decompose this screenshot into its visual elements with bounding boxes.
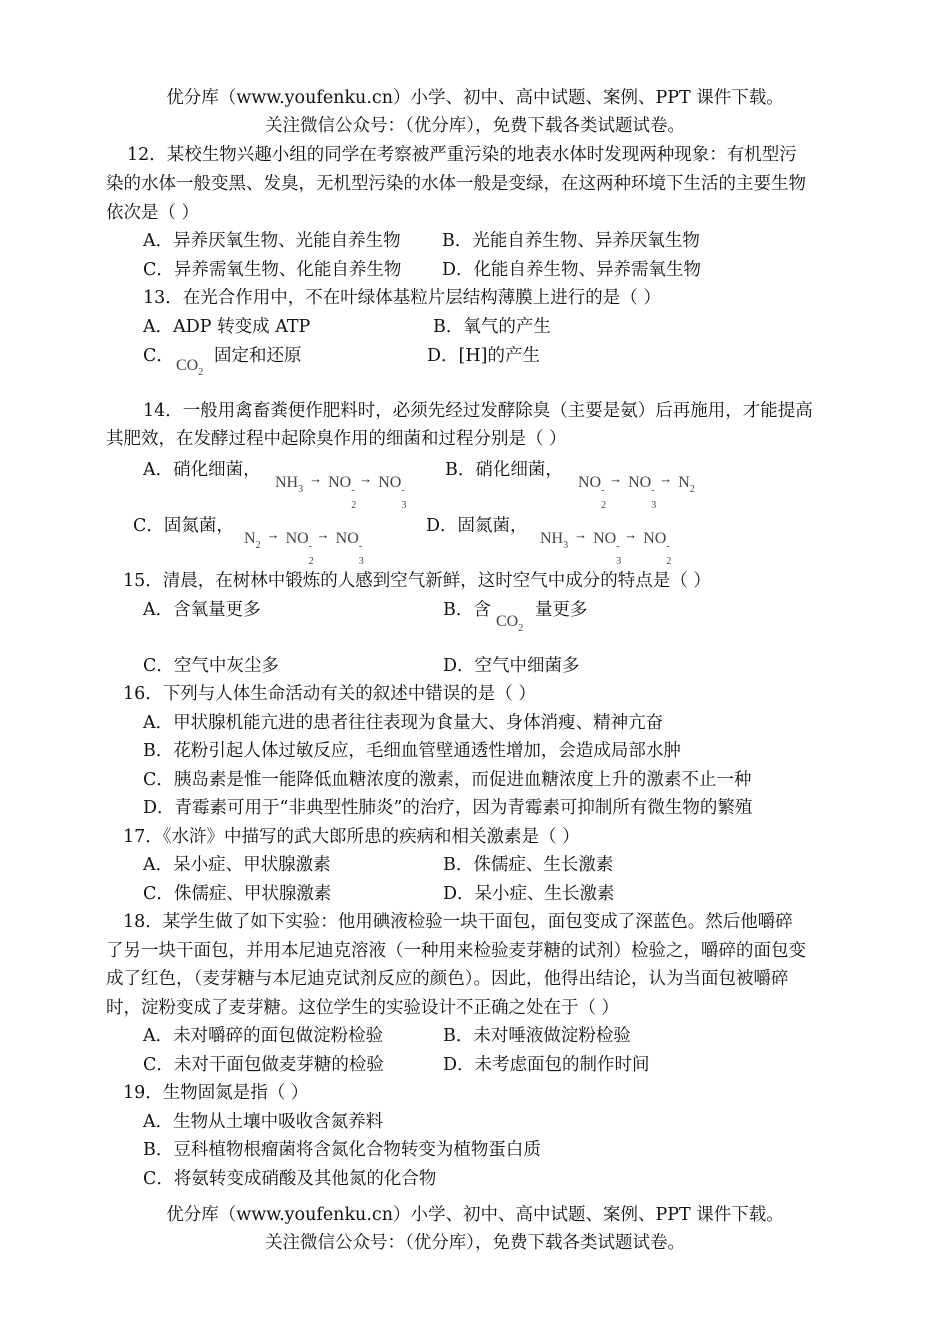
- q13-option-c-text: 固定和还原: [214, 346, 302, 366]
- q13-option-a: A．ADP 转变成 ATP: [143, 317, 311, 337]
- q17-stem: 17．《水浒》中描写的武大郎所患的疾病和相关激素是（ ）: [123, 827, 580, 847]
- footer-line-2: 关注微信公众号：（优分库），免费下载各类试题试卷。: [265, 1233, 685, 1253]
- q18-stem-line-4: 时，淀粉变成了麦芽糖。这位学生的实验设计不正确之处在于（ ）: [106, 998, 620, 1018]
- q18-stem-line-1: 18．某学生做了如下实验：他用碘液检验一块干面包，面包变成了深蓝色。然后他嚼碎: [123, 912, 793, 932]
- q12-option-a: A．异养厌氧生物、光能自养生物: [143, 231, 401, 251]
- q13-formula-co2: $CO_2$: [176, 357, 204, 378]
- header-line-2: 关注微信公众号：（优分库），免费下载各类试题试卷。: [265, 116, 685, 136]
- q15-option-b-prefix: B．含: [443, 600, 491, 620]
- q15-option-c: C．空气中灰尘多: [143, 656, 279, 676]
- q12-stem-line-1: 12．某校生物兴趣小组的同学在考察被严重污染的地表水体时发现两种现象：有机型污: [127, 145, 797, 165]
- q17-option-b: B．侏儒症、生长激素: [443, 855, 614, 875]
- q14-option-c: C．固氮菌，: [133, 516, 234, 536]
- footer-line-1: 优分库（www.youfenku.cn）小学、初中、高中试题、案例、PPT 课件下载。: [166, 1205, 784, 1225]
- q15-stem: 15．清晨，在树林中锻炼的人感到空气新鲜，这时空气中成分的特点是（ ）: [123, 571, 711, 591]
- q19-option-b: B．豆科植物根瘤菌将含氮化合物转变为植物蛋白质: [143, 1140, 541, 1160]
- q14-formula-c: $N_2^\to$ NO - 2 → NO - 3: [244, 527, 364, 567]
- q14-stem-line-2: 其肥效，在发酵过程中起除臭作用的细菌和过程分别是（ ）: [106, 429, 567, 449]
- q15-option-d: D．空气中细菌多: [443, 656, 580, 676]
- q12-stem-line-2: 染的水体一般变黑、发臭，无机型污染的水体一般是变绿，在这两种环境下生活的主要生物: [106, 174, 806, 194]
- q12-option-d: D．化能自养生物、异养需氧生物: [442, 260, 702, 280]
- q14-option-a: A．硝化细菌，: [143, 460, 261, 480]
- q18-stem-line-3: 成了红色，（麦芽糖与本尼迪克试剂反应的颜色）。因此，他得出结论，认为当面包被嚼碎: [106, 969, 789, 989]
- q13-option-b: B．氧气的产生: [433, 317, 551, 337]
- q18-option-b: B．未对唾液做淀粉检验: [443, 1026, 631, 1046]
- q17-option-d: D．呆小症、生长激素: [443, 884, 615, 904]
- q14-option-b: B．硝化细菌，: [445, 460, 563, 480]
- q17-option-c: C．侏儒症、甲状腺激素: [143, 884, 332, 904]
- q12-stem-line-3: 依次是（ ）: [106, 203, 200, 223]
- q18-option-d: D．未考虑面包的制作时间: [443, 1055, 650, 1075]
- q15-option-a: A．含氧量更多: [143, 600, 261, 620]
- q13-stem: 13．在光合作用中，不在叶绿体基粒片层结构薄膜上进行的是（ ）: [143, 288, 661, 308]
- q15-formula-co2: $CO_2$: [496, 613, 524, 634]
- header-line-1: 优分库（www.youfenku.cn）小学、初中、高中试题、案例、PPT 课件下载。: [166, 88, 784, 108]
- q16-option-d: D．青霉素可用于“非典型性肺炎”的治疗，因为青霉素可抑制所有微生物的繁殖: [143, 798, 753, 818]
- q19-option-c: C．将氨转变成硝酸及其他氮的化合物: [143, 1169, 437, 1189]
- q16-option-b: B．花粉引起人体过敏反应，毛细血管壁通透性增加，会造成局部水肿: [143, 741, 681, 761]
- q12-option-c: C．异养需氧生物、化能自养生物: [143, 260, 402, 280]
- q16-stem: 16．下列与人体生命活动有关的叙述中错误的是（ ）: [123, 684, 536, 704]
- q16-option-c: C．胰岛素是惟一能降低血糖浓度的激素，而促进血糖浓度上升的激素不止一种: [143, 770, 752, 790]
- q15-option-b-text: 量更多: [535, 600, 588, 620]
- q18-stem-line-2: 了另一块干面包，并用本尼迪克溶液（一种用来检验麦芽糖的试剂）检验之，嚼碎的面包变: [106, 941, 806, 961]
- q19-stem: 19．生物固氮是指（ ）: [123, 1083, 309, 1103]
- q18-option-a: A．未对嚼碎的面包做淀粉检验: [143, 1026, 384, 1046]
- q16-option-a: A．甲状腺机能亢进的患者往往表现为食量大、身体消瘦、精神亢奋: [143, 713, 664, 733]
- q12-option-b: B．光能自养生物、异养厌氧生物: [442, 231, 700, 251]
- q14-formula-d: $NH_3^\to$ NO - 3 → NO - 2: [540, 527, 672, 567]
- q18-option-c: C．未对干面包做麦芽糖的检验: [143, 1055, 384, 1075]
- q14-formula-b: NO - 2 → NO - 3 → $N_2$: [578, 471, 695, 511]
- q14-stem-line-1: 14．一般用禽畜粪便作肥料时，必须先经过发酵除臭（主要是氨）后再施用，才能提高: [143, 401, 813, 421]
- q17-option-a: A．呆小症、甲状腺激素: [143, 855, 331, 875]
- q14-formula-a: $NH_3^\to$ NO - 2 → NO - 3: [275, 471, 407, 511]
- q13-option-d: D．[H]的产生: [427, 346, 540, 366]
- q19-option-a: A．生物从土壤中吸收含氮养料: [143, 1112, 384, 1132]
- q14-option-d: D．固氮菌，: [426, 516, 528, 536]
- q13-option-c-prefix: C．: [143, 346, 174, 366]
